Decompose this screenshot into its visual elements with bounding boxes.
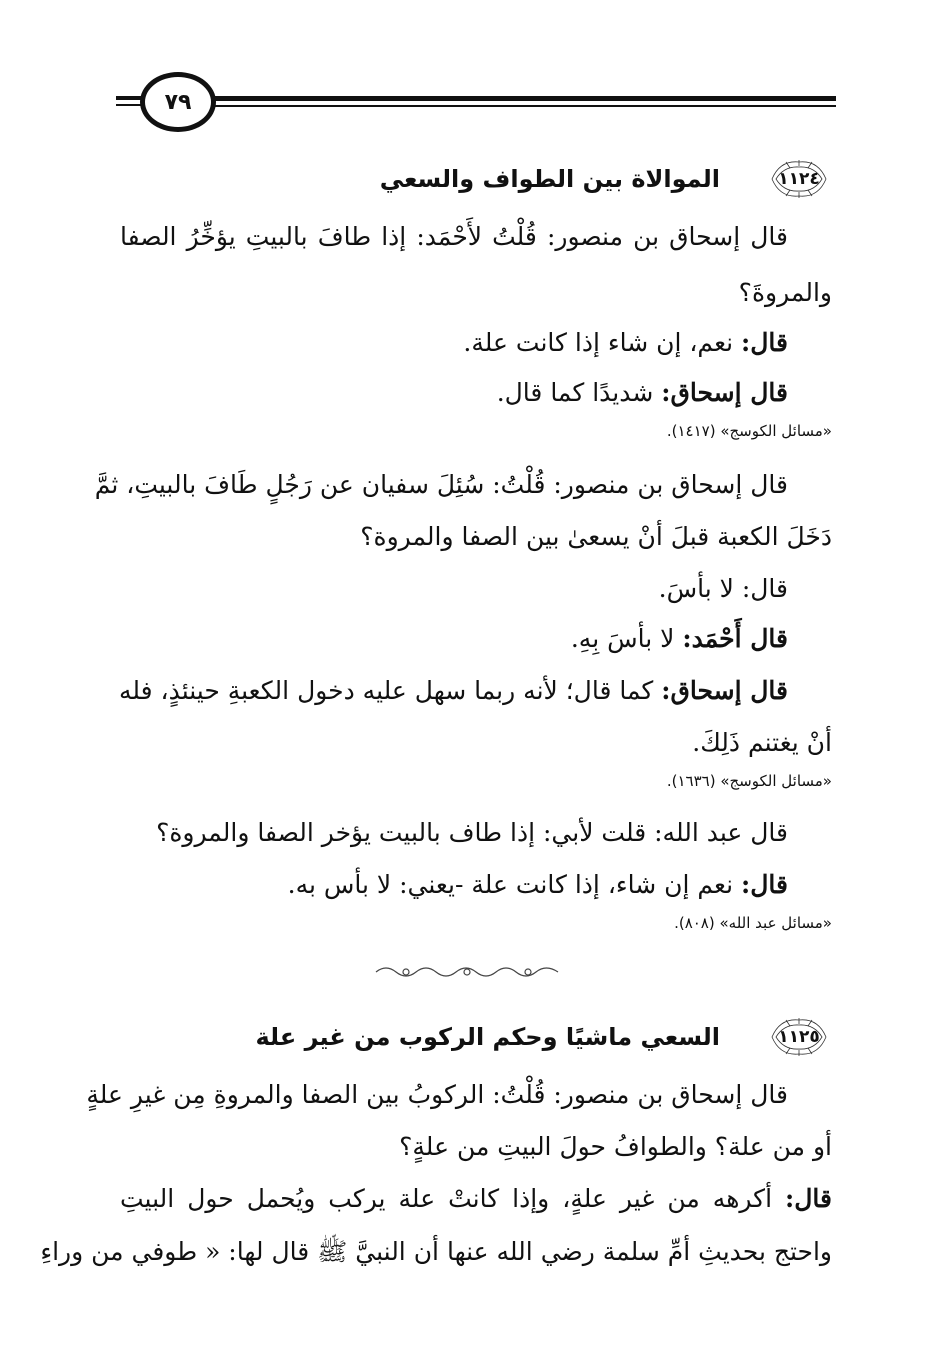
paragraph-line: أنْ يغتنم ذَلِكَ.: [692, 728, 832, 757]
answer-line: [497, 378, 788, 407]
section-divider-ornament-icon: [372, 962, 562, 982]
speaker-label: قال إسحاق:: [661, 676, 788, 705]
speaker-label: قال:: [741, 870, 788, 899]
paragraph-line: دَخَلَ الكعبة قبلَ أنْ يسعىٰ بين الصفا والمروة؟: [360, 522, 832, 551]
header-rule-thick: [210, 96, 836, 101]
paragraph-line: قال إسحاق بن منصور: قُلْتُ: الركوبُ بين الصفا والمروةِ مِن غيرِ علةٍ: [86, 1080, 788, 1109]
source-citation: «مسائل عبد الله» (٨٠٨).: [674, 914, 832, 932]
paragraph-line: قال عبد الله: قلت لأبي: إذا طاف بالبيت يؤخر الصفا والمروة؟: [156, 818, 788, 847]
section-number-badge: [766, 1014, 832, 1060]
answer-text: أكرهه من غير علةٍ، وإذا كانتْ علة يركب ويُحمل حول البيتِ: [120, 1184, 786, 1213]
speaker-label: قال إسحاق:: [661, 378, 788, 407]
section-number-badge: [766, 156, 832, 202]
answer-text: كما قال؛ لأنه ربما سهل عليه دخول الكعبةِ حينئذٍ، فله: [118, 676, 662, 705]
paragraph-line: واحتج بحديثِ أمِّ سلمة رضي الله عنها أن النبيَّ ﷺ قال لها: « طوفي من وراءِ: [40, 1237, 832, 1266]
header-rule-thin: [210, 105, 836, 107]
paragraph-line: قال إسحاق بن منصور: قُلْتُ لأَحْمَد: إذا طافَ بالبيتِ يؤخِّرُ الصفا: [120, 222, 788, 251]
answer-line: [571, 624, 788, 653]
section-title: الموالاة بين الطواف والسعي: [379, 165, 720, 193]
page-number: ٧٩: [164, 89, 192, 115]
answer-text: نعم إن شاء، إذا كانت علة -يعني: لا بأس به.: [287, 870, 742, 899]
answer-line: [119, 676, 788, 705]
paragraph-line: قال إسحاق بن منصور: قُلْتُ: سُئِلَ سفيان عن رَجُلٍ طَافَ بالبيتِ، ثمَّ: [94, 470, 788, 499]
answer-line: [288, 870, 788, 899]
section-heading-1124: [380, 156, 832, 202]
answer-text: شديدًا كما قال.: [496, 378, 662, 407]
speaker-label: قال:: [785, 1184, 832, 1213]
section-heading-1125: [255, 1014, 832, 1060]
paragraph-line: والمروةَ؟: [738, 278, 832, 307]
answer-text: لا بأسَ بِهِ.: [570, 624, 683, 653]
section-number: ١١٢٤: [778, 169, 820, 189]
speaker-label: قال:: [741, 328, 788, 357]
speaker-label: قال أَحْمَد:: [682, 624, 788, 653]
source-citation: «مسائل الكوسج» (١٤١٧).: [666, 422, 832, 440]
answer-line: [120, 1184, 832, 1213]
page-number-circle: [140, 72, 216, 132]
section-number: ١١٢٥: [778, 1027, 820, 1047]
answer-text: نعم، إن شاء إذا كانت علة.: [463, 328, 742, 357]
section-title: السعي ماشيًا وحكم الركوب من غير علة: [255, 1023, 720, 1051]
source-citation: «مسائل الكوسج» (١٦٣٦).: [666, 772, 832, 790]
answer-line: قال: لا بأسَ.: [658, 574, 788, 603]
paragraph-line: أو من علة؟ والطوافُ حولَ البيتِ من علةٍ؟: [399, 1132, 832, 1161]
answer-line: [463, 328, 788, 357]
